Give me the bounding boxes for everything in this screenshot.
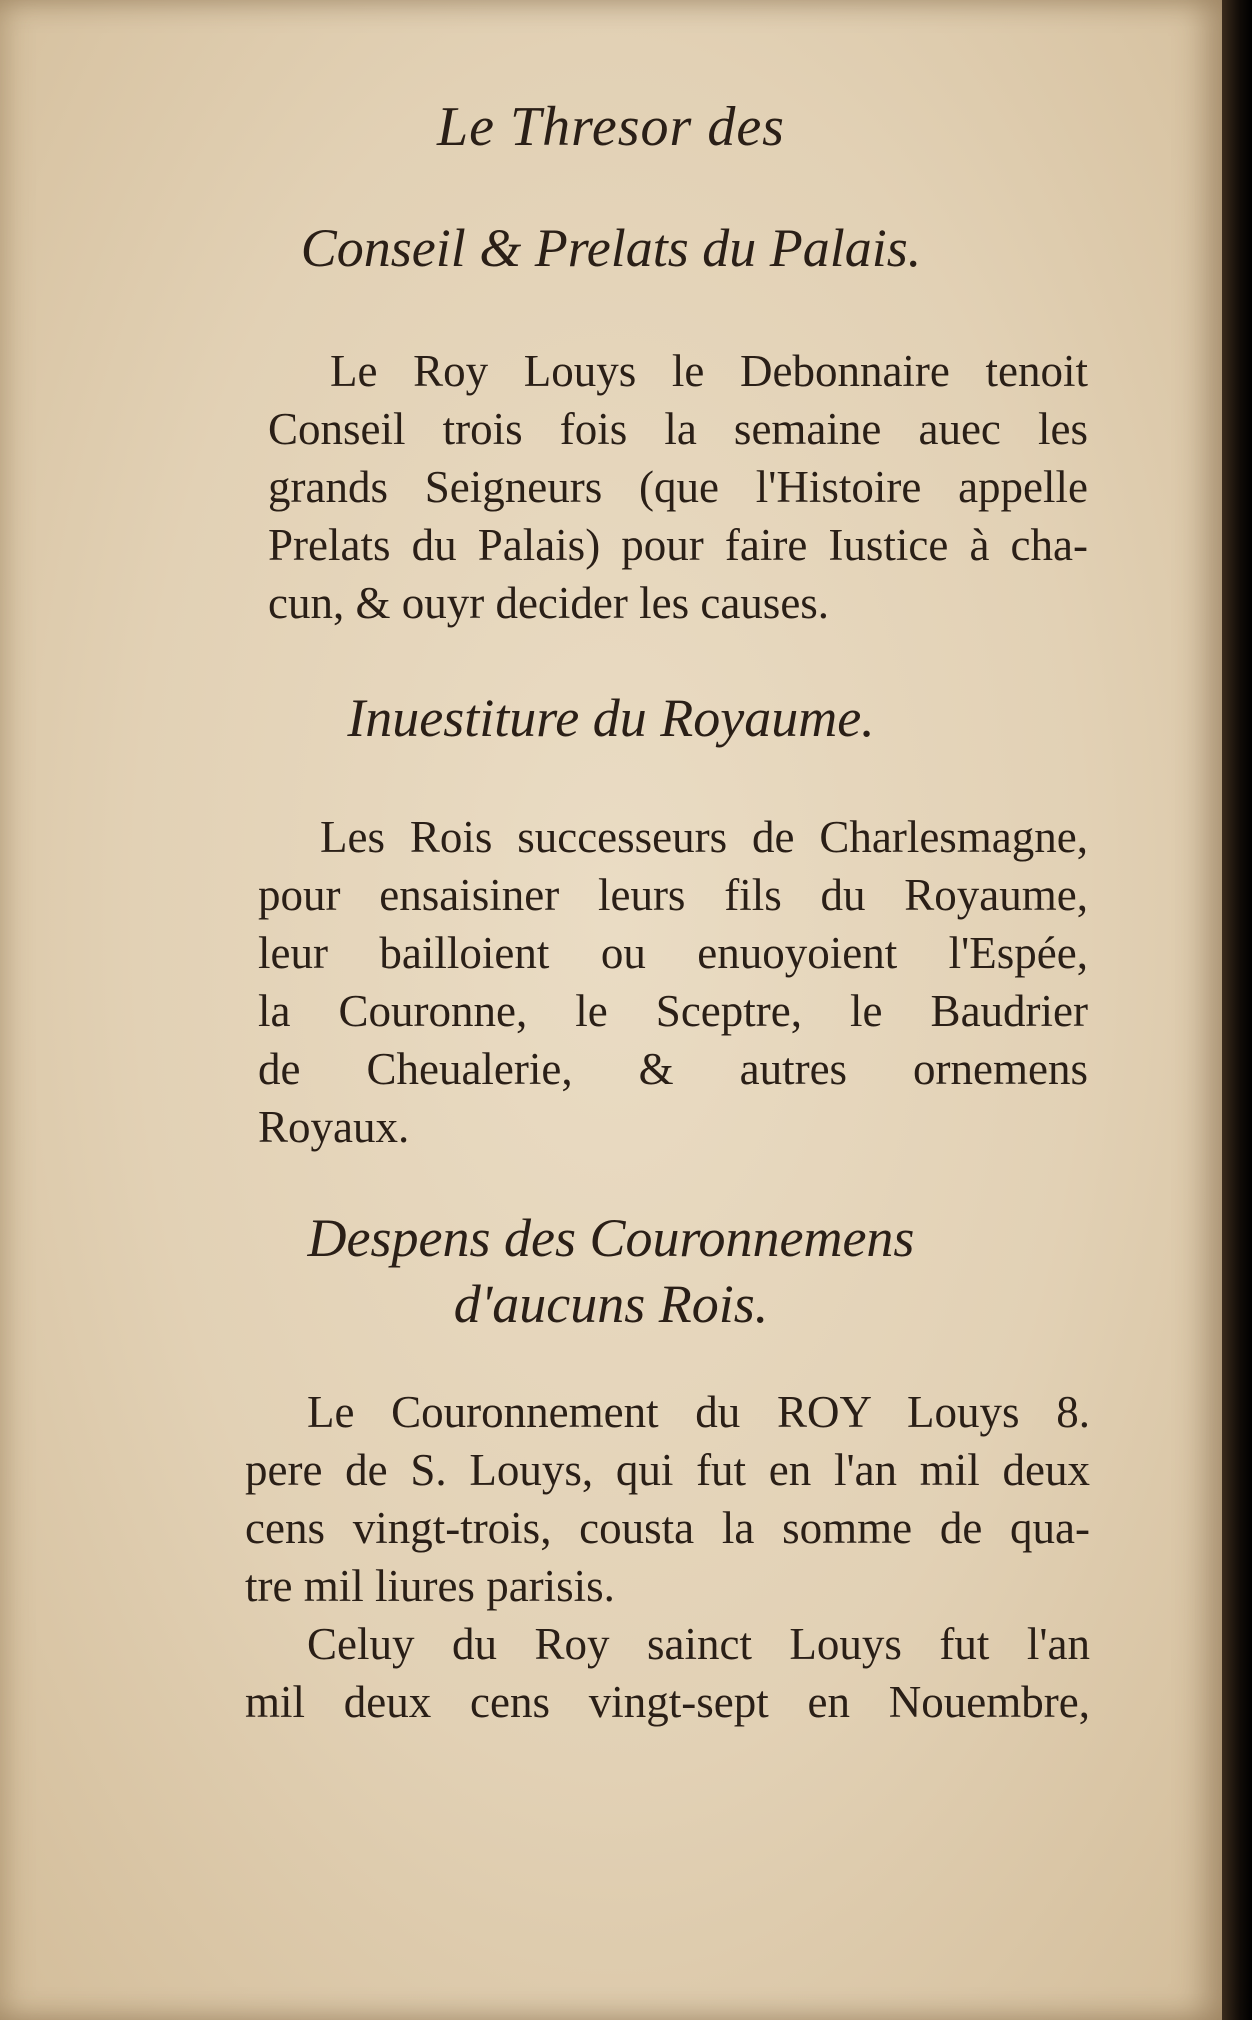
text-line: Le Roy Louys le Debonnaire tenoit [330,346,1088,396]
text-line: Prelats du Palais) pour faire Iustice à cha- [268,520,1088,570]
text-line: Conseil trois fois la semaine auec les [268,404,1088,454]
text-line: grands Seigneurs (que l'Histoire appelle [268,462,1088,512]
text-line: Les Rois successeurs de Charlesmagne, [320,812,1088,862]
heading-line: Conseil & Prelats du Palais. [300,218,922,278]
running-head: Le Thresor des [437,96,785,158]
text-line: tre mil liures parisis. [245,1561,615,1611]
text-line: leur bailloient ou enuoyoient l'Espée, [258,928,1088,978]
section-heading-conseil [0,215,1222,281]
text-line: Royaux. [258,1102,410,1152]
heading-line: d'aucuns Rois. [453,1274,769,1334]
paragraph-conseil [268,342,1088,632]
text-line: la Couronne, le Sceptre, le Baudrier [258,986,1088,1036]
paragraph-inuestiture [258,808,1088,1156]
heading-line: Despens des Couronnemens [307,1208,915,1268]
section-heading-inuestiture [0,685,1222,751]
text-line: Celuy du Roy sainct Louys fut l'an [307,1619,1090,1669]
text-line: pour ensaisiner leurs fils du Royaume, [258,870,1088,920]
text-line: de Cheualerie, & autres ornemens [258,1044,1088,1094]
text-line: mil deux cens vingt-sept en Nouembre, [245,1677,1090,1727]
text-line: cens vingt-trois, cousta la somme de qua- [245,1503,1090,1553]
text-line: Le Couronnement du ROY Louys 8. [307,1387,1090,1437]
heading-line: Inuestiture du Royaume. [347,688,875,748]
paragraph-despens [245,1383,1090,1731]
section-heading-despens [0,1205,1222,1337]
text-line: cun, & ouyr decider les causes. [268,578,830,628]
text-line: pere de S. Louys, qui fut en l'an mil deux [245,1445,1090,1495]
book-binding-edge [1222,0,1252,2020]
